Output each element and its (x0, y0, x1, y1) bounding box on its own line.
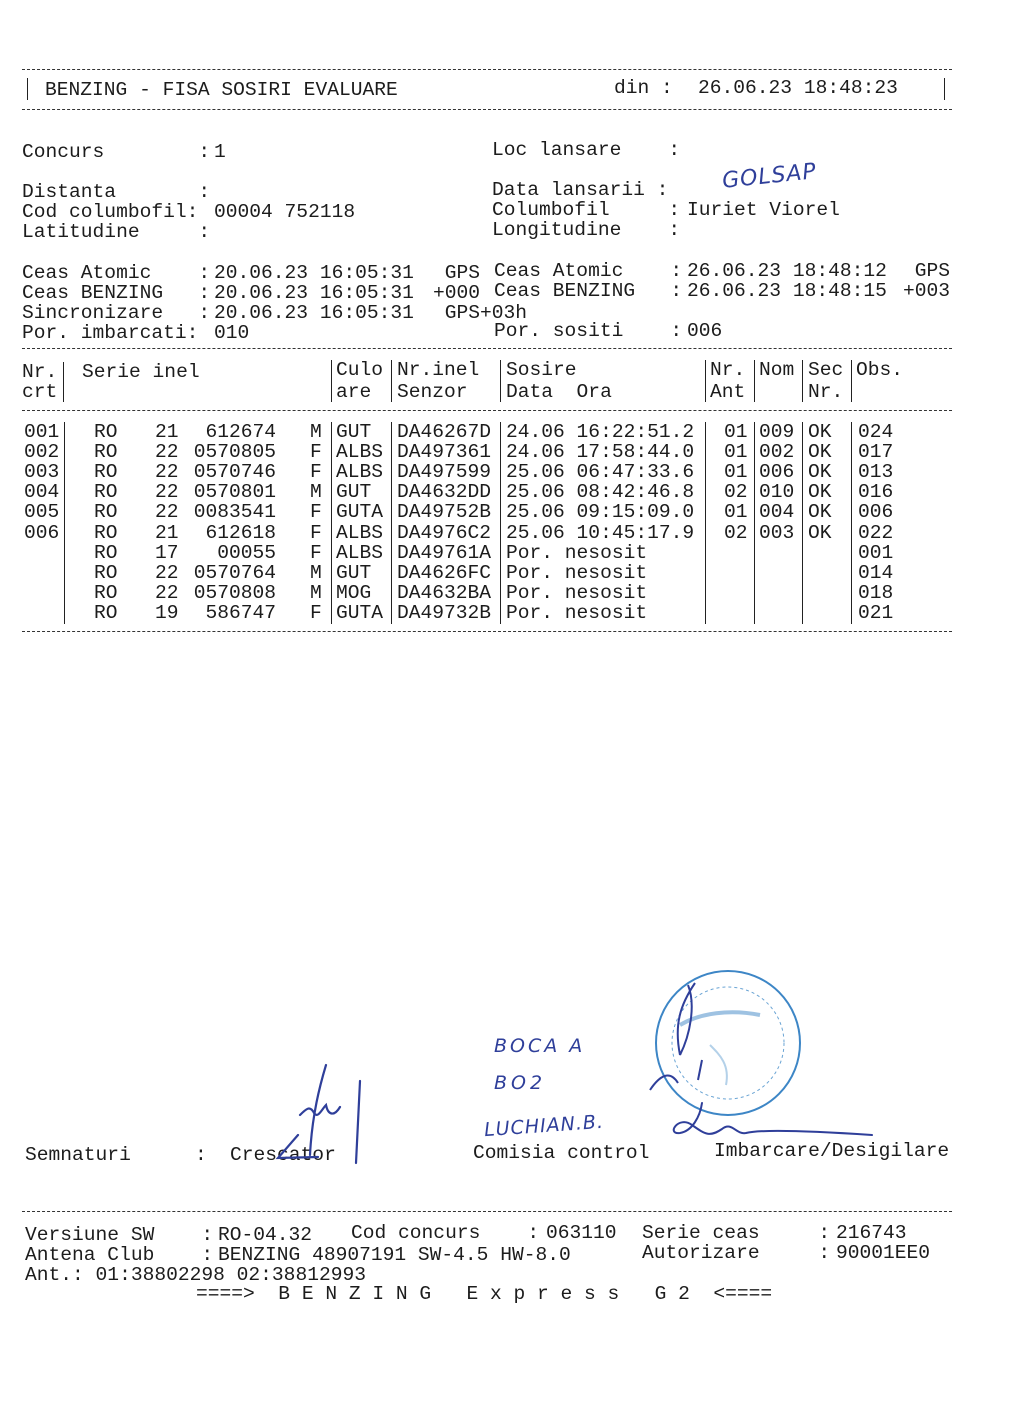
cell-year: 22 (155, 461, 179, 484)
cell-ring: 00055 (217, 541, 276, 564)
cell-sensor: DA49761A (397, 541, 492, 564)
footer-rule (22, 1211, 952, 1212)
cell-year: 22 (155, 581, 179, 604)
cell-country: RO (94, 601, 118, 624)
versiune-sw-label: Versiune SW : (25, 1224, 214, 1246)
document-title: BENZING - FISA SOSIRI EVALUARE (45, 79, 398, 101)
handwritten-luchian: LUCHIAN.B. (483, 1110, 605, 1142)
col-header-sec-nr-1: Sec (808, 359, 844, 381)
cell-nom: 002 (759, 441, 795, 464)
clock-left-label: Por. imbarcati: (22, 322, 199, 344)
clock-left-label: Ceas BENZING : (22, 282, 211, 304)
cell-color: GUT (336, 481, 372, 504)
cell-ant: 01 (724, 461, 748, 484)
cell-arrival: 24.06 16:22:51.2 (506, 421, 695, 443)
clock-left-label: Ceas Atomic : (22, 262, 211, 284)
cell-sex: F (310, 461, 322, 484)
cell-nr: 004 (24, 481, 60, 504)
print-date-value: 26.06.23 18:48:23 (698, 77, 898, 99)
header-sep (802, 360, 803, 402)
cell-sensor: DA49732B (397, 601, 492, 624)
cell-obs: 018 (858, 581, 894, 604)
header-sep (331, 360, 332, 402)
table-bottom-rule (22, 631, 952, 632)
cell-ring: 0570801 (193, 481, 276, 504)
cell-arrival: 25.06 10:45:17.9 (506, 521, 695, 544)
signatures-colon: : (195, 1144, 207, 1166)
autorizare-label: Autorizare : (642, 1242, 831, 1264)
cell-sec: OK (808, 501, 832, 524)
cell-sex: F (310, 521, 322, 544)
cod-columbofil-value: 00004 752118 (214, 201, 356, 223)
col-header-sec-nr-2: Nr. (808, 381, 844, 403)
cell-sensor: DA497361 (397, 441, 492, 464)
body-sep (705, 422, 706, 624)
versiune-sw-value: RO-04.32 (218, 1224, 313, 1246)
cell-country: RO (94, 581, 118, 604)
cell-obs: 024 (858, 421, 894, 443)
autorizare-value: 90001EE0 (836, 1242, 931, 1264)
cell-country: RO (94, 541, 118, 564)
cell-year: 21 (155, 521, 179, 544)
clock-left-suffix: GPS+03h (433, 302, 528, 324)
col-header-nr-crt-2: crt (22, 381, 58, 403)
cell-nom: 004 (759, 501, 795, 524)
clock-right-label: Ceas BENZING : (494, 280, 683, 302)
cell-country: RO (94, 421, 118, 443)
body-sep (851, 422, 852, 624)
clock-left-suffix: +000 (433, 282, 481, 304)
col-header-serie-inel: Serie inel (82, 361, 200, 383)
clock-right-suffix: GPS (903, 260, 951, 282)
cell-arrival: Por. nesosit (506, 581, 648, 604)
clock-left-label: Sincronizare : (22, 302, 211, 324)
cell-sensor: DA4632BA (397, 581, 492, 604)
cell-sex: F (310, 601, 322, 624)
cell-ant: 01 (724, 421, 748, 443)
cell-nr: 001 (24, 421, 60, 443)
clock-right-label: Ceas Atomic : (494, 260, 683, 282)
serie-ceas-value: 216743 (836, 1222, 907, 1244)
cell-sec: OK (808, 481, 832, 504)
cell-sec: OK (808, 521, 832, 544)
cell-obs: 022 (858, 521, 894, 544)
cell-color: ALBS (336, 541, 384, 564)
cell-ring: 586747 (205, 601, 276, 624)
cell-color: GUT (336, 421, 372, 443)
header-right-bar (944, 78, 945, 100)
longitudine-label: Longitudine : (492, 219, 681, 241)
serie-ceas-label: Serie ceas : (642, 1222, 831, 1244)
cell-color: ALBS (336, 521, 384, 544)
header-sep (500, 360, 501, 402)
cell-arrival: Por. nesosit (506, 541, 648, 564)
cell-color: GUTA (336, 501, 384, 524)
cell-nr: 002 (24, 441, 60, 464)
cell-ring: 0570805 (193, 441, 276, 464)
cell-year: 21 (155, 421, 179, 443)
cell-sex: M (310, 561, 322, 584)
cell-ant: 02 (724, 481, 748, 504)
cell-nr: 005 (24, 501, 60, 524)
clock-right-value: 26.06.23 18:48:15 (687, 280, 887, 302)
cell-obs: 013 (858, 461, 894, 484)
cell-year: 22 (155, 501, 179, 524)
header-sep (391, 360, 392, 402)
cell-arrival: 25.06 09:15:09.0 (506, 501, 695, 524)
cell-sex: F (310, 501, 322, 524)
header-sep (705, 360, 706, 402)
cell-ring: 612618 (205, 521, 276, 544)
cell-obs: 006 (858, 501, 894, 524)
cell-sensor: DA46267D (397, 421, 492, 443)
cell-sex: F (310, 541, 322, 564)
crescator-signature (270, 1055, 390, 1165)
loc-lansare-handwritten: GOLSAP (720, 159, 818, 194)
cell-obs: 017 (858, 441, 894, 464)
print-date-label: din : (614, 77, 673, 99)
cell-color: MOG (336, 581, 372, 604)
cell-sex: F (310, 441, 322, 464)
columbofil-value: Iuriet Viorel (687, 199, 840, 221)
header-sep (63, 362, 64, 402)
table-header-rule (22, 410, 952, 411)
handwritten-bo2: BO2 (494, 1072, 547, 1094)
cell-year: 22 (155, 441, 179, 464)
cell-color: GUT (336, 561, 372, 584)
latitudine-label: Latitudine : (22, 221, 211, 243)
cod-concurs-value: 063110 (546, 1222, 617, 1244)
cell-year: 22 (155, 561, 179, 584)
header-sep (754, 360, 755, 402)
handwritten-boca: BOCA A (494, 1035, 586, 1057)
cell-sensor: DA4626FC (397, 561, 492, 584)
col-header-obs: Obs. (856, 359, 904, 381)
header-left-bar (27, 78, 28, 100)
clock-left-value: 010 (214, 322, 250, 344)
header-sep (851, 360, 852, 402)
comisia-control-label: Comisia control (473, 1142, 650, 1164)
body-sep (754, 422, 755, 624)
cell-ring: 0570746 (193, 461, 276, 484)
table-top-rule (22, 348, 952, 349)
cell-nom: 009 (759, 421, 795, 443)
cell-nom: 006 (759, 461, 795, 484)
cell-sex: M (310, 481, 322, 504)
cell-ring: 0570764 (193, 561, 276, 584)
cell-arrival: 24.06 17:58:44.0 (506, 441, 695, 464)
clock-right-suffix: +003 (903, 280, 951, 302)
cod-columbofil-label: Cod columbofil: (22, 201, 199, 223)
header-top-rule (22, 69, 952, 70)
body-sep (391, 422, 392, 624)
antenna-ids: Ant.: 01:38802298 02:38812993 (25, 1264, 366, 1286)
cell-obs: 001 (858, 541, 894, 564)
cell-sensor: DA497599 (397, 461, 492, 484)
clock-left-value: 20.06.23 16:05:31 (214, 262, 414, 284)
clock-left-value: 20.06.23 16:05:31 (214, 302, 414, 324)
body-sep (500, 422, 501, 624)
col-header-nr-inel-2: Senzor (397, 381, 468, 403)
col-header-culoare-1: Culo (336, 359, 384, 381)
cell-color: GUTA (336, 601, 384, 624)
cell-country: RO (94, 501, 118, 524)
clock-left-value: 20.06.23 16:05:31 (214, 282, 414, 304)
cell-country: RO (94, 481, 118, 504)
antena-club-label: Antena Club : (25, 1244, 214, 1266)
body-sep (802, 422, 803, 624)
header-bottom-rule (22, 109, 952, 110)
cell-arrival: 25.06 06:47:33.6 (506, 461, 695, 484)
col-header-nr-inel-1: Nr.inel (397, 359, 480, 381)
clock-right-value: 006 (687, 320, 723, 342)
cell-obs: 016 (858, 481, 894, 504)
cell-obs: 021 (858, 601, 894, 624)
cell-arrival: 25.06 08:42:46.8 (506, 481, 695, 504)
loc-lansare-label: Loc lansare : (492, 139, 681, 161)
columbofil-label: Columbofil : (492, 199, 681, 221)
col-header-nr-crt-1: Nr. (22, 361, 58, 383)
cell-arrival: Por. nesosit (506, 561, 648, 584)
cell-nom: 010 (759, 481, 795, 504)
cell-ring: 0083541 (193, 501, 276, 524)
cell-year: 17 (155, 541, 179, 564)
benzing-banner: ====> B E N Z I N G E x p r e s s G 2 <==== (196, 1283, 773, 1305)
col-header-sosire-1: Sosire (506, 359, 577, 381)
cell-country: RO (94, 561, 118, 584)
signatures-label: Semnaturi (25, 1144, 131, 1166)
cell-ant: 01 (724, 441, 748, 464)
cell-sec: OK (808, 421, 832, 443)
col-header-nom: Nom (759, 359, 795, 381)
cod-concurs-label: Cod concurs : (351, 1222, 540, 1244)
cell-sensor: DA4632DD (397, 481, 492, 504)
antena-club-value: BENZING 48907191 SW-4.5 HW-8.0 (218, 1244, 571, 1266)
body-sep (64, 422, 65, 624)
cell-year: 22 (155, 481, 179, 504)
cell-sex: M (310, 581, 322, 604)
cell-color: ALBS (336, 461, 384, 484)
cell-sensor: DA49752B (397, 501, 492, 524)
cell-country: RO (94, 461, 118, 484)
concurs-label: Concurs : (22, 141, 211, 163)
col-header-nr-ant-2: Ant (710, 381, 746, 403)
cell-sex: M (310, 421, 322, 443)
distanta-label: Distanta : (22, 181, 211, 203)
cell-country: RO (94, 441, 118, 464)
col-header-culoare-2: are (336, 381, 372, 403)
cell-ant: 02 (724, 521, 748, 544)
cell-year: 19 (155, 601, 179, 624)
clock-right-label: Por. sositi : (494, 320, 683, 342)
cell-color: ALBS (336, 441, 384, 464)
cell-sec: OK (808, 441, 832, 464)
cell-arrival: Por. nesosit (506, 601, 648, 624)
cell-ant: 01 (724, 501, 748, 524)
body-sep (331, 422, 332, 624)
cell-obs: 014 (858, 561, 894, 584)
crescator-label: Crescator (230, 1144, 336, 1166)
concurs-value: 1 (214, 141, 226, 163)
cell-nom: 003 (759, 521, 795, 544)
clock-left-suffix: GPS (433, 262, 481, 284)
col-header-nr-ant-1: Nr. (710, 359, 746, 381)
data-lansarii-label: Data lansarii : (492, 179, 669, 201)
clock-right-value: 26.06.23 18:48:12 (687, 260, 887, 282)
cell-country: RO (94, 521, 118, 544)
cell-ring: 0570808 (193, 581, 276, 604)
cell-nr: 003 (24, 461, 60, 484)
cell-sec: OK (808, 461, 832, 484)
cell-sensor: DA4976C2 (397, 521, 492, 544)
imbarcare-desigilare-label: Imbarcare/Desigilare (714, 1140, 950, 1162)
imbarcare-signature (672, 1095, 892, 1155)
cell-ring: 612674 (205, 421, 276, 443)
col-header-sosire-2: Data Ora (506, 381, 612, 403)
cell-nr: 006 (24, 521, 60, 544)
